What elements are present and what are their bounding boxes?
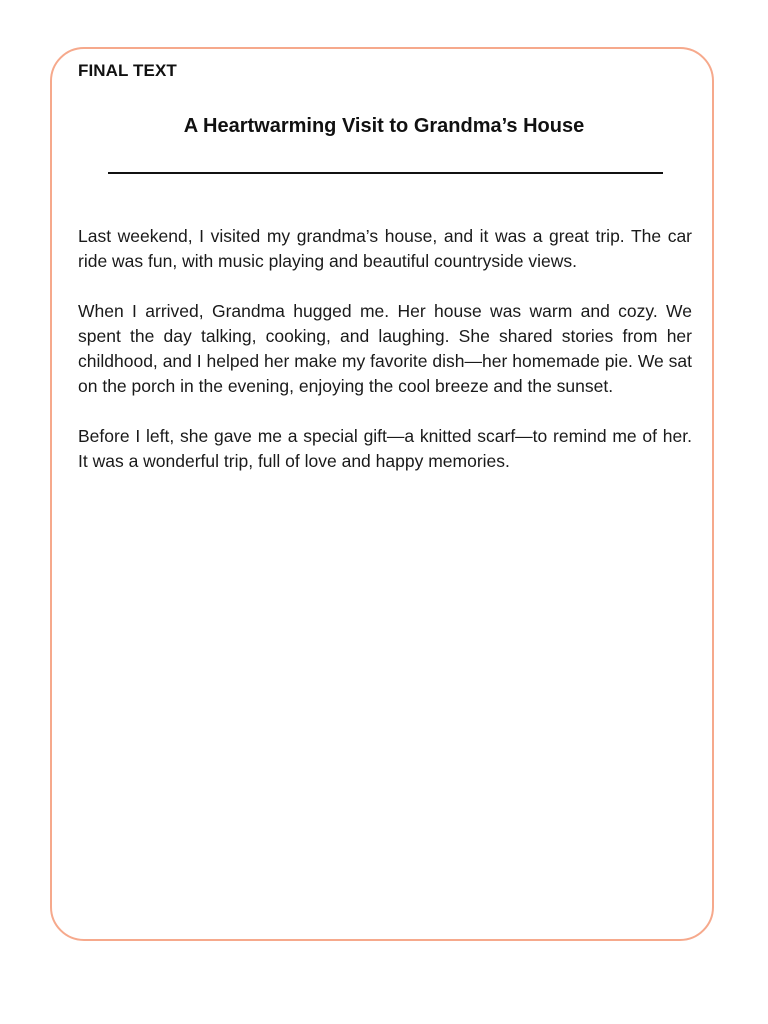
paragraph-3: Before I left, she gave me a special gift—a knitted scarf—to remind me of her. It was a wonderful trip, full of love and happy memories. bbox=[78, 426, 692, 471]
document-body bbox=[78, 224, 692, 499]
paragraph-1: Last weekend, I visited my grandma’s house, and it was a great trip. The car ride was fun, with music playing and beautiful countryside views. bbox=[78, 226, 692, 271]
title-divider bbox=[108, 172, 663, 174]
document-title: A Heartwarming Visit to Grandma’s House bbox=[183, 115, 585, 137]
paragraph-2: When I arrived, Grandma hugged me. Her house was warm and cozy. We spent the day talking, cooking, and laughing. She shared stories from her childhood, and I helped her make my favorite dish—her homemade pie. We sat on the porch in the evening, enjoying the cool breeze and the sunset. bbox=[78, 301, 692, 396]
document-card bbox=[50, 47, 714, 941]
document-label: FINAL TEXT bbox=[78, 61, 177, 80]
